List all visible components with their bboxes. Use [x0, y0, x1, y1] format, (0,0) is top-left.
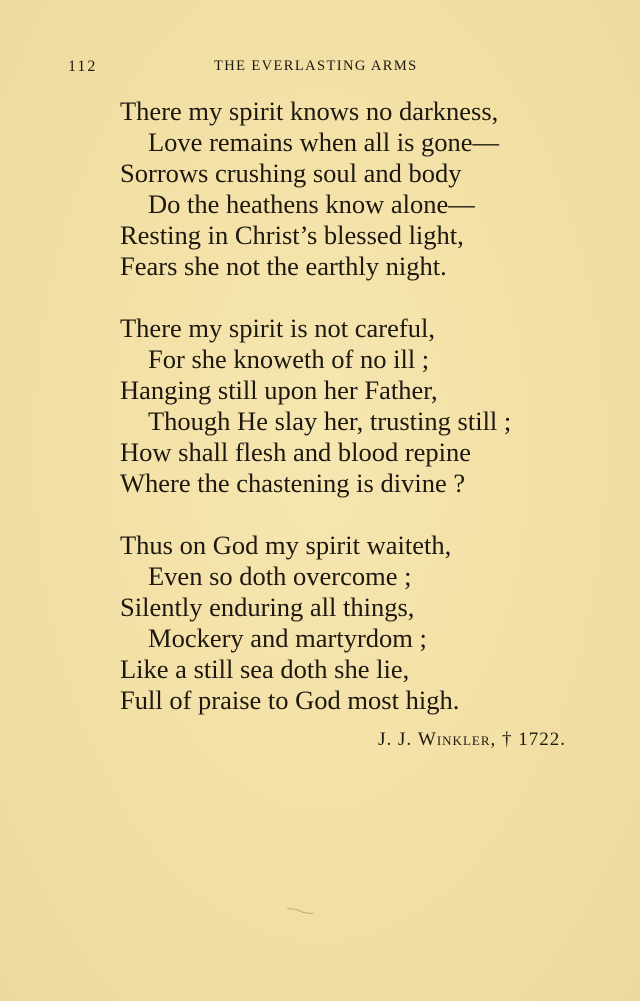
stanza [120, 313, 590, 499]
page-header [68, 58, 568, 80]
poem-line: Thus on God my spirit waiteth, [120, 530, 452, 560]
page-number: 112 [68, 58, 98, 75]
poem-line: How shall flesh and blood repine [120, 437, 472, 467]
poem-line: Mockery and martyrdom ; [148, 623, 427, 653]
poem-line: Full of praise to God most high. [120, 685, 460, 715]
stanza [120, 96, 590, 282]
poem-line: There my spirit is not careful, [120, 313, 435, 343]
poem-line: Where the chastening is divine ? [120, 468, 466, 498]
attribution [378, 729, 566, 751]
death-year: 1722. [518, 729, 566, 750]
poem-line: Silently enduring all things, [120, 592, 415, 622]
author-name: Winkler, [417, 729, 497, 750]
poem-line: Love remains when all is gone— [148, 127, 500, 157]
dagger-symbol: † [502, 729, 513, 750]
stanza [120, 530, 590, 716]
ink-smudge [286, 907, 314, 915]
poem-line: Resting in Christ’s blessed light, [120, 220, 464, 250]
poem-line: For she knoweth of no ill ; [148, 344, 430, 374]
poem-line: Fears she not the earthly night. [120, 251, 447, 281]
poem-line: Do the heathens know alone— [148, 189, 475, 219]
poem-line: There my spirit knows no darkness, [120, 96, 499, 126]
poem-line: Hanging still upon her Father, [120, 375, 438, 405]
poem-line: Though He slay her, trusting still ; [148, 406, 512, 436]
poem-line: Even so doth overcome ; [148, 561, 412, 591]
poem [120, 96, 590, 716]
author-initials: J. J. [378, 729, 413, 750]
running-title: THE EVERLASTING ARMS [214, 58, 418, 74]
poem-line: Sorrows crushing soul and body [120, 158, 462, 188]
poem-line: Like a still sea doth she lie, [120, 654, 410, 684]
